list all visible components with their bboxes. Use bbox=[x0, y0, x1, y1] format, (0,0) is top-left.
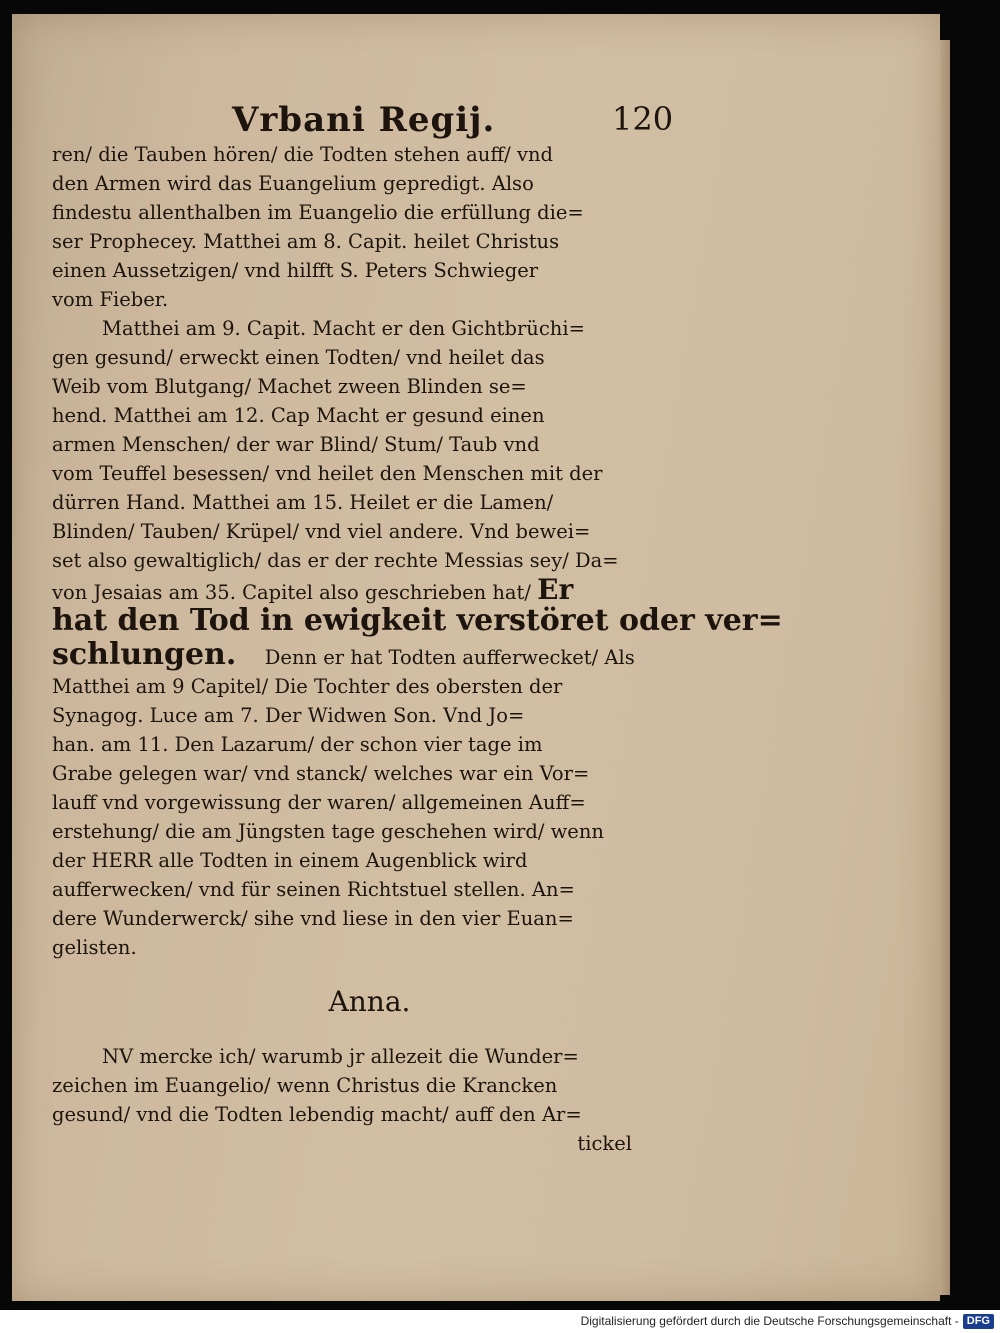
speaker-heading: Anna. bbox=[328, 985, 411, 1018]
text-line: aufferwecken/ vnd für seinen Richtstuel stellen. An= bbox=[52, 878, 575, 901]
text-line: dere Wunderwerck/ sihe vnd liese in den vier Euan= bbox=[52, 907, 574, 930]
emphasis-line bbox=[52, 638, 677, 672]
text-block bbox=[52, 140, 783, 1158]
page-number: 120 bbox=[612, 100, 674, 138]
text-line: Matthei am 9. Capit. Macht er den Gichtbrüchi= bbox=[102, 317, 585, 340]
text-line: lauff vnd vorgewissung der waren/ allgemeinen Auff= bbox=[52, 791, 586, 814]
emphasis-line: hat den Tod in ewigkeit verstöret oder ver= bbox=[52, 603, 783, 638]
text-line: erstehung/ die am Jüngsten tage geschehen wird/ wenn bbox=[52, 820, 604, 843]
text-line: Blinden/ Tauben/ Krüpel/ vnd viel andere. Vnd bewei= bbox=[52, 520, 591, 543]
text-line: zeichen im Euangelio/ wenn Christus die Krancken bbox=[52, 1074, 558, 1097]
text-line-segment: Denn er hat Todten aufferwecket/ Als bbox=[264, 646, 635, 669]
text-line-segment: von Jesaias am 35. Capitel also geschrieben hat/ bbox=[52, 581, 531, 604]
text-line: ren/ die Tauben hören/ die Todten stehen auff/ vnd bbox=[52, 143, 554, 166]
emphasis-word: Er bbox=[537, 573, 574, 606]
text-line: NV mercke ich/ warumb jr allezeit die Wunder= bbox=[102, 1045, 579, 1068]
emphasis-end: schlungen. bbox=[52, 637, 237, 672]
running-title: Vrbani Regij. bbox=[232, 100, 496, 140]
text-line: hend. Matthei am 12. Cap Macht er gesund einen bbox=[52, 404, 545, 427]
footer-credit bbox=[0, 1310, 1000, 1333]
text-line: der HERR alle Todten in einem Augenblick wird bbox=[52, 849, 528, 872]
page-edge bbox=[940, 40, 950, 1295]
text-line: gesund/ vnd die Todten lebendig macht/ auff den Ar= bbox=[52, 1103, 582, 1126]
text-line: den Armen wird das Euangelium gepredigt. Also bbox=[52, 172, 534, 195]
text-line: Grabe gelegen war/ vnd stanck/ welches war ein Vor= bbox=[52, 762, 590, 785]
text-line: armen Menschen/ der war Blind/ Stum/ Taub vnd bbox=[52, 433, 540, 456]
text-line: gen gesund/ erweckt einen Todten/ vnd heilet das bbox=[52, 346, 545, 369]
text-line: gelisten. bbox=[52, 936, 137, 959]
credit-text: Digitalisierung gefördert durch die Deutsche Forschungsgemeinschaft - bbox=[580, 1314, 959, 1328]
text-line: dürren Hand. Matthei am 15. Heilet er die Lamen/ bbox=[52, 491, 554, 514]
dfg-logo: DFG bbox=[963, 1314, 994, 1329]
text-line: Weib vom Blutgang/ Machet zween Blinden se= bbox=[52, 375, 527, 398]
text-line: Matthei am 9 Capitel/ Die Tochter des obersten der bbox=[52, 675, 563, 698]
text-line: einen Aussetzigen/ vnd hilfft S. Peters Schwieger bbox=[52, 259, 539, 282]
text-line: ser Prophecey. Matthei am 8. Capit. heilet Christus bbox=[52, 230, 560, 253]
text-line bbox=[52, 575, 677, 604]
text-line: vom Fieber. bbox=[52, 288, 169, 311]
text-line: vom Teuffel besessen/ vnd heilet den Menschen mit der bbox=[52, 462, 603, 485]
text-line: set also gewaltiglich/ das er der rechte Messias sey/ Da= bbox=[52, 549, 619, 572]
text-line: han. am 11. Den Lazarum/ der schon vier tage im bbox=[52, 733, 543, 756]
text-line: Synagog. Luce am 7. Der Widwen Son. Vnd Jo= bbox=[52, 704, 525, 727]
catchword: tickel bbox=[577, 1132, 632, 1155]
text-line: findestu allenthalben im Euangelio die erfüllung die= bbox=[52, 201, 584, 224]
